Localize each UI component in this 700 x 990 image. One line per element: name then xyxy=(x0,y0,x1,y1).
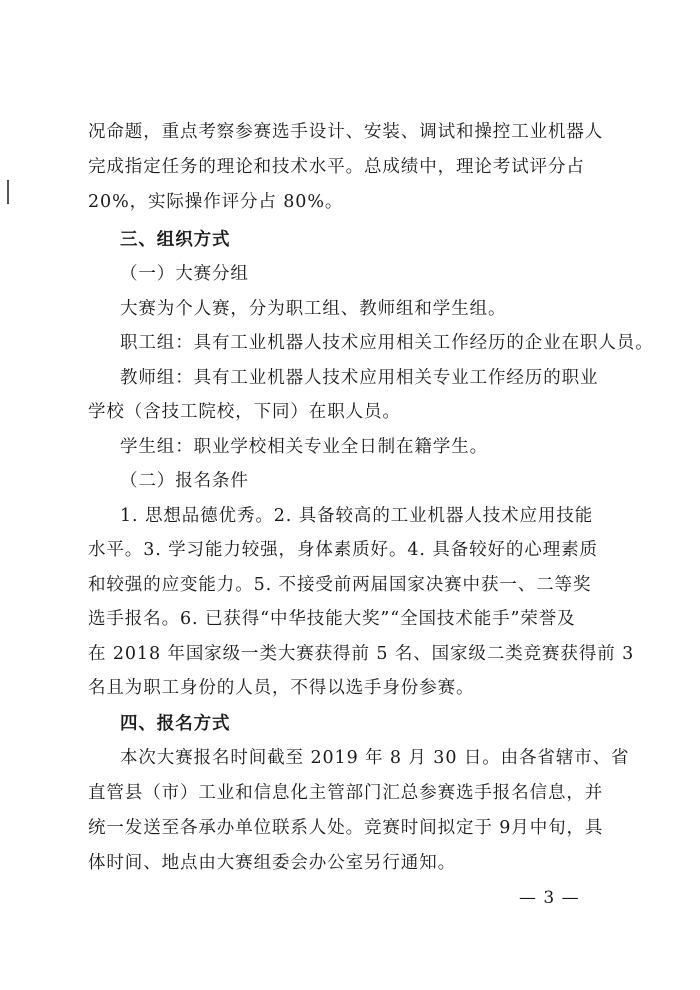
page-number: — 3 — xyxy=(519,888,580,908)
body-line: 直管县（市）工业和信息化主管部门汇总参赛选手报名信息，并 xyxy=(88,783,604,803)
body-line: 和较强的应变能力。5. 不接受前两届国家决赛中获一、二等奖 xyxy=(88,575,592,595)
body-line: 选手报名。6. 已获得“中华技能大奖”“全国技术能手”荣誉及 xyxy=(88,609,576,629)
body-line: 况命题，重点考察参赛选手设计、安装、调试和操控工业机器人 xyxy=(88,122,604,142)
body-line: 在 2018 年国家级一类大赛获得前 5 名、国家级二类竞赛获得前 3 xyxy=(88,644,635,664)
subsection-heading: （一）大赛分组 xyxy=(120,264,249,284)
body-line: 1. 思想品德优秀。2. 具备较高的工业机器人技术应用技能 xyxy=(120,506,594,526)
body-line: 教师组：具有工业机器人技术应用相关专业工作经历的职业 xyxy=(120,368,599,388)
section-heading: 三、组织方式 xyxy=(120,230,231,250)
body-line: 体时间、地点由大赛组委会办公室另行通知。 xyxy=(88,853,456,873)
subsection-heading: （二）报名条件 xyxy=(120,471,249,491)
body-line: 完成指定任务的理论和技术水平。总成绩中，理论考试评分占 xyxy=(88,157,585,177)
body-line: 职工组：具有工业机器人技术应用相关工作经历的企业在职人员。 xyxy=(120,333,654,353)
body-line: 统一发送至各承办单位联系人处。竞赛时间拟定于 9月中旬，具 xyxy=(88,818,604,838)
body-line: 大赛为个人赛，分为职工组、教师组和学生组。 xyxy=(120,299,507,319)
body-line: 学生组：职业学校相关专业全日制在籍学生。 xyxy=(120,437,488,457)
body-line: 本次大赛报名时间截至 2019 年 8 月 30 日。由各省辖市、省 xyxy=(120,748,630,768)
section-heading: 四、报名方式 xyxy=(120,714,231,734)
body-line: 学校（含技工院校，下同）在职人员。 xyxy=(88,402,401,422)
scan-margin-mark xyxy=(7,180,9,204)
body-line: 20%，实际操作评分占 80%。 xyxy=(88,192,344,212)
body-line: 名且为职工身份的人员，不得以选手身份参赛。 xyxy=(88,678,475,698)
body-line: 水平。3. 学习能力较强，身体素质好。4. 具备较好的心理素质 xyxy=(88,540,598,560)
